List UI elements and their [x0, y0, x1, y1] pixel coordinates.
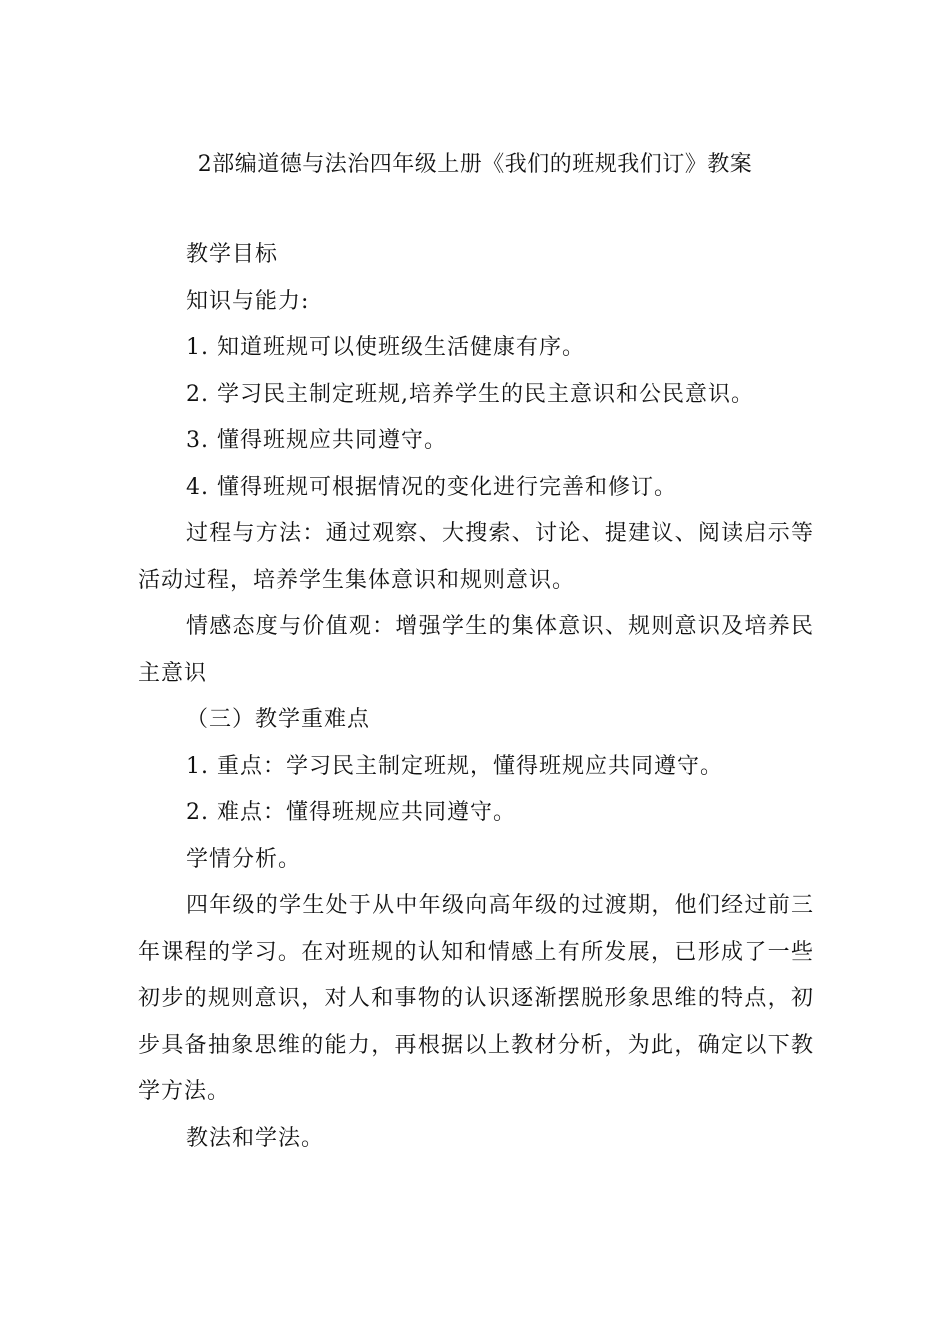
heading-teaching-goals: 教学目标	[186, 242, 279, 267]
goal-item-2: 2. 学习民主制定班规,培养学生的民主意识和公民意识。	[186, 381, 754, 407]
goal-item-3: 3. 懂得班规应共同遵守。	[186, 428, 447, 453]
document-body	[138, 232, 814, 1162]
heading-teaching-methods: 教法和学法。	[186, 1125, 325, 1151]
heading-learning-analysis: 学情分析。	[186, 846, 302, 872]
process-method-paragraph: 过程与方法：通过观察、大搜索、讨论、提建议、阅读启示等活动过程，培养学生集体意识和规则意识。	[138, 521, 814, 593]
key-point-item: 1. 重点：学习民主制定班规，懂得班规应共同遵守。	[186, 753, 723, 779]
goal-item-4: 4. 懂得班规可根据情况的变化进行完善和修订。	[186, 474, 677, 500]
subheading-knowledge-ability: 知识与能力:	[186, 288, 310, 314]
document-title: 2部编道德与法治四年级上册《我们的班规我们订》教案	[197, 152, 753, 177]
learning-analysis-paragraph: 四年级的学生处于从中年级向高年级的过渡期，他们经过前三年课程的学习。在对班规的认知和情感上有所发展，已形成了一些初步的规则意识，对人和事物的认识逐渐摆脱形象思维的特点，初步具备抽象思维的能力，再根据以上教材分析，为此，确定以下教学方法。	[138, 893, 814, 1104]
difficult-point-item: 2. 难点：懂得班规应共同遵守。	[186, 800, 516, 825]
goal-item-1: 1. 知道班规可以使班级生活健康有序。	[186, 335, 585, 360]
emotion-values-paragraph: 情感态度与价值观：增强学生的集体意识、规则意识及培养民主意识	[138, 614, 814, 686]
heading-key-difficult-points: （三）教学重难点	[186, 707, 371, 732]
